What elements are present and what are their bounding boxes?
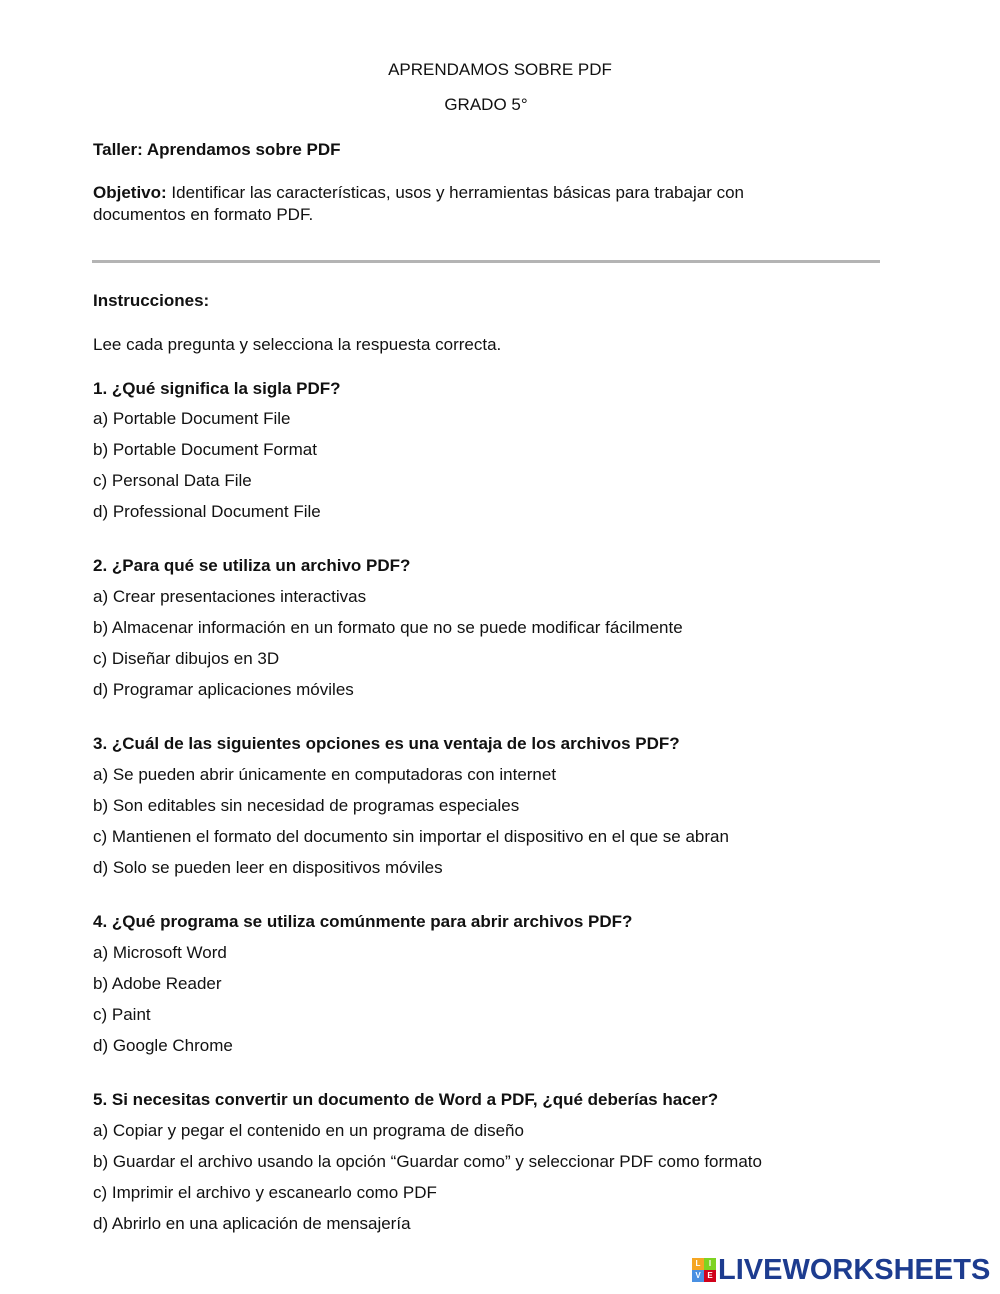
logo-text: LIVEWORKSHEETS [718,1254,991,1286]
logo-mark-e: E [704,1270,716,1282]
q5-option-a[interactable]: a) Copiar y pegar el contenido en un programa de diseño [93,1121,524,1140]
q4-option-d[interactable]: d) Google Chrome [93,1036,233,1055]
liveworksheets-logo-icon [692,1258,716,1282]
q3-option-a[interactable]: a) Se pueden abrir únicamente en computadoras con internet [93,765,557,784]
q2-option-d[interactable]: d) Programar aplicaciones móviles [93,680,354,699]
q1-option-d[interactable]: d) Professional Document File [93,502,321,521]
objective-label: Objetivo: [93,183,167,202]
q3-option-b[interactable]: b) Son editables sin necesidad de programas especiales [93,796,520,815]
q1-option-a[interactable]: a) Portable Document File [93,409,291,428]
instructions-text: Lee cada pregunta y selecciona la respuesta correcta. [93,335,502,354]
logo-mark-i: I [704,1258,716,1270]
question-3: 3. ¿Cuál de las siguientes opciones es una ventaja de los archivos PDF? [93,734,680,753]
q4-option-c[interactable]: c) Paint [93,1005,151,1024]
taller-heading: Taller: Aprendamos sobre PDF [93,140,341,159]
q2-option-b[interactable]: b) Almacenar información en un formato que no se puede modificar fácilmente [93,618,683,637]
q4-option-a[interactable]: a) Microsoft Word [93,943,227,962]
q3-option-d[interactable]: d) Solo se pueden leer en dispositivos móviles [93,858,443,877]
q1-option-c[interactable]: c) Personal Data File [93,471,252,490]
logo-mark-l: L [692,1258,704,1270]
liveworksheets-logo [692,1255,990,1285]
logo-mark-v: V [692,1270,704,1282]
grade-label: GRADO 5° [444,95,528,114]
question-4: 4. ¿Qué programa se utiliza comúnmente para abrir archivos PDF? [93,912,633,931]
question-5: 5. Si necesitas convertir un documento de Word a PDF, ¿qué deberías hacer? [93,1090,719,1109]
question-2: 2. ¿Para qué se utiliza un archivo PDF? [93,556,411,575]
objective-line-1 [93,183,744,203]
q3-option-c[interactable]: c) Mantienen el formato del documento sin importar el dispositivo en el que se abran [93,827,729,846]
objective-line-2: documentos en formato PDF. [93,205,314,224]
q5-option-d[interactable]: d) Abrirlo en una aplicación de mensajería [93,1214,411,1233]
q1-option-b[interactable]: b) Portable Document Format [93,440,317,459]
objective-text-1: Identificar las características, usos y herramientas básicas para trabajar con [171,183,744,202]
divider [92,260,880,263]
q2-option-a[interactable]: a) Crear presentaciones interactivas [93,587,367,606]
q2-option-c[interactable]: c) Diseñar dibujos en 3D [93,649,280,668]
q4-option-b[interactable]: b) Adobe Reader [93,974,222,993]
q5-option-c[interactable]: c) Imprimir el archivo y escanearlo como PDF [93,1183,437,1202]
instructions-heading: Instrucciones: [93,291,210,310]
page-title: APRENDAMOS SOBRE PDF [388,60,612,79]
question-1: 1. ¿Qué significa la sigla PDF? [93,379,341,398]
q5-option-b[interactable]: b) Guardar el archivo usando la opción “Guardar como” y seleccionar PDF como formato [93,1152,762,1171]
